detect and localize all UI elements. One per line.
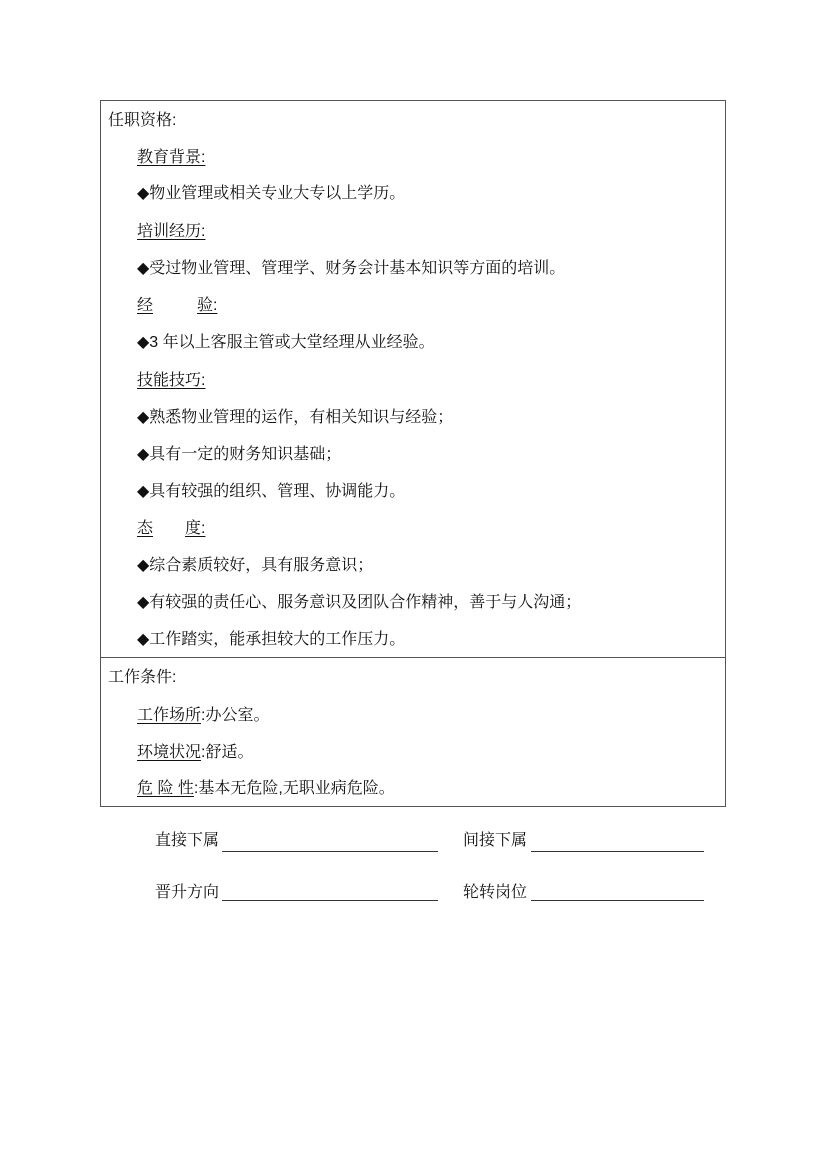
skills-label: 技能技巧: xyxy=(137,372,206,389)
place-value: :办公室。 xyxy=(201,707,270,724)
place-label: 工作场所 xyxy=(137,707,202,724)
attitude-label-a: 态 xyxy=(137,520,154,537)
training-label: 培训经历: xyxy=(137,223,206,240)
conditions-title: 工作条件: xyxy=(108,669,177,686)
experience-label-b: 验: xyxy=(197,297,218,314)
qualifications-title: 任职资格: xyxy=(108,112,177,129)
education-item: ◆物业管理或相关专业大专以上学历。 xyxy=(137,185,406,202)
skills-item: ◆具有较强的组织、管理、协调能力。 xyxy=(137,483,406,500)
section-divider xyxy=(100,657,726,658)
skills-item: ◆熟悉物业管理的运作，有相关知识与经验； xyxy=(137,409,454,426)
experience-item: ◆3 年以上客服主管或大堂经理从业经验。 xyxy=(137,334,435,351)
attitude-label xyxy=(137,519,205,539)
attitude-item: ◆有较强的责任心、服务意识及团队合作精神，善于与人沟通； xyxy=(137,594,582,611)
hazard-label: 危 险 性 xyxy=(137,780,194,797)
attitude-item: ◆综合素质较好，具有服务意识； xyxy=(137,557,374,574)
direct-subordinate-label: 直接下属 xyxy=(155,832,220,849)
environment-value: :舒适。 xyxy=(201,744,254,761)
promotion-label: 晋升方向 xyxy=(155,884,220,901)
rotation-label: 轮转岗位 xyxy=(463,884,528,901)
indirect-subordinate-label: 间接下属 xyxy=(463,832,528,849)
attitude-item: ◆工作踏实，能承担较大的工作压力。 xyxy=(137,631,406,648)
attitude-label-b: 度: xyxy=(185,520,206,537)
condition-environment xyxy=(137,743,253,763)
hazard-value: :基本无危险,无职业病危险。 xyxy=(193,780,395,797)
environment-label: 环境状况 xyxy=(137,744,202,761)
training-item: ◆受过物业管理、管理学、财务会计基本知识等方面的培训。 xyxy=(137,260,566,277)
experience-label xyxy=(137,296,217,316)
education-label: 教育背景: xyxy=(137,149,206,166)
direct-subordinate-blank[interactable] xyxy=(222,851,438,852)
promotion-blank[interactable] xyxy=(222,900,438,901)
experience-label-a: 经 xyxy=(137,297,154,314)
condition-place xyxy=(137,706,269,726)
indirect-subordinate-blank[interactable] xyxy=(531,851,704,852)
rotation-blank[interactable] xyxy=(531,900,704,901)
skills-item: ◆具有一定的财务知识基础； xyxy=(137,446,342,463)
condition-hazard xyxy=(137,779,395,799)
